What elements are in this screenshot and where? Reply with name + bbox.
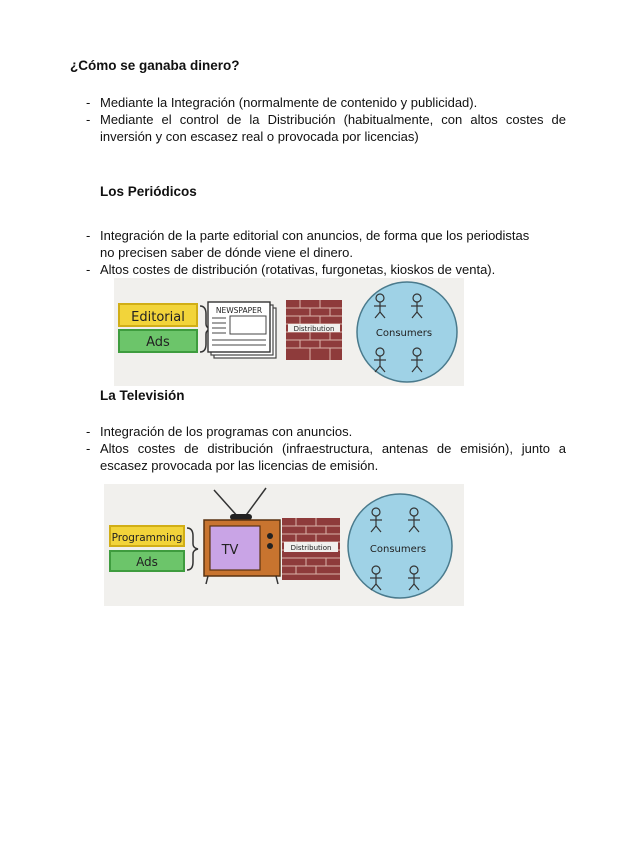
programming-label: Programming — [111, 532, 183, 544]
list-item: - Integración de los programas con anuncios. — [86, 424, 353, 439]
list-item: - Altos costes de distribución (infraestructura, antenas de emisión), junto a escasez provocada por las licencias de emisión. — [86, 441, 566, 473]
television-heading: La Televisión — [100, 388, 185, 403]
newspapers-bullet-list — [86, 227, 566, 278]
consumers-label: Consumers — [375, 328, 433, 339]
consumers-label: Consumers — [369, 544, 427, 555]
list-item: - Integración de la parte editorial con anuncios, de forma que los periodistas — [86, 228, 530, 243]
list-item: - Altos costes de distribución (rotativas, furgonetas, kioskos de venta). — [86, 262, 496, 277]
list-item: - Mediante la Integración (normalmente de contenido y publicidad). — [86, 95, 478, 110]
list-item: - Mediante el control de la Distribución (habitualmente, con altos costes de inversión y con escasez real o provocada por licencias) — [86, 112, 566, 144]
section-title: ¿Cómo se ganaba dinero? — [70, 58, 240, 73]
distribution-label: Distribution — [290, 544, 332, 552]
television-bullet-list — [86, 423, 566, 474]
distribution-wall — [286, 300, 342, 360]
ads-label: Ads — [136, 555, 158, 569]
newspaper-label: NEWSPAPER — [215, 306, 263, 315]
newspaper-diagram — [114, 278, 464, 386]
television-diagram — [104, 484, 464, 606]
ads-label: Ads — [146, 335, 170, 350]
intro-bullet-list — [86, 94, 566, 145]
distribution-wall — [282, 518, 340, 580]
newspapers-heading: Los Periódicos — [100, 184, 197, 199]
distribution-label: Distribution — [293, 325, 335, 333]
newspaper-icon — [208, 302, 276, 358]
tv-label: TV — [221, 543, 239, 558]
editorial-label: Editorial — [131, 310, 185, 325]
list-item-continuation: no precisen saber de dónde viene el dinero. — [100, 245, 353, 260]
